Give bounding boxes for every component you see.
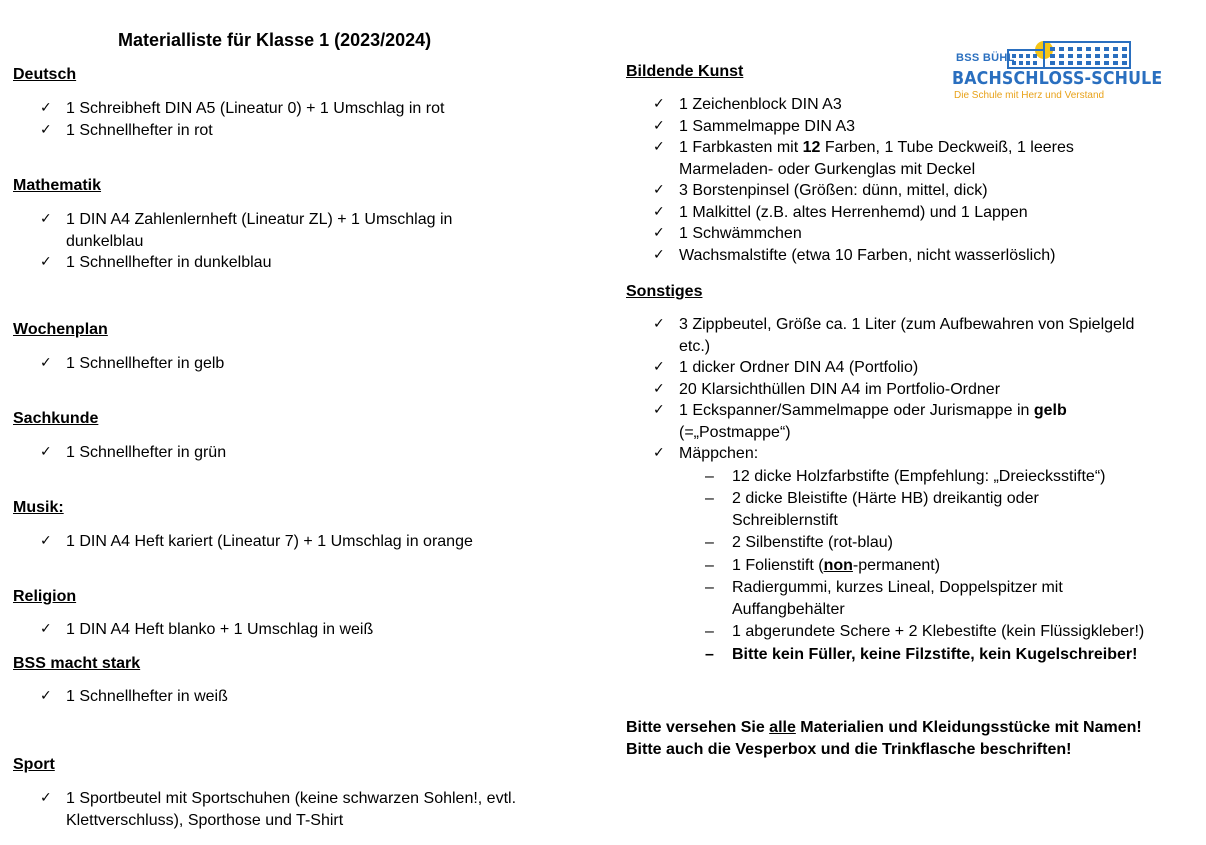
sub-list-item: – 2 dicke Bleistifte (Härte HB) dreikantig oder Schreiblernstift: [679, 488, 1052, 531]
sub-list-item: – Radiergummi, kurzes Lineal, Doppelspitzer mit Auffangbehälter: [679, 577, 1092, 620]
school-building-icon: [1004, 38, 1132, 70]
item-bold-text: 12: [802, 139, 821, 156]
list-sonstiges: [653, 314, 1193, 665]
list-religion: [40, 619, 560, 641]
list-item: ✓ 1 Sportbeutel mit Sportschuhen (keine schwarzen Sohlen!, evtl. Klettverschluss), Sporthose und T-Shirt: [40, 788, 580, 831]
item-text: Mäppchen:: [679, 445, 759, 462]
list-item: ✓ 1 Malkittel (z.B. altes Herrenhemd) und 1 Lappen: [653, 202, 1123, 224]
list-item: ✓ 1 Schnellhefter in gelb: [40, 353, 540, 375]
item-text: 1 Folienstift (: [732, 556, 824, 574]
list-item: [653, 137, 1123, 180]
sub-list-item: – Bitte kein Füller, keine Filzstifte, kein Kugelschreiber!: [679, 644, 1169, 666]
sub-list-item: – 2 Silbenstifte (rot-blau): [679, 532, 1169, 554]
logo-line-2: BACHSCHLOSS-SCHULE: [952, 68, 1163, 89]
sub-list-item: – 1 abgerundete Schere + 2 Klebestifte (kein Flüssigkleber!): [679, 621, 1169, 643]
heading-sport: Sport: [13, 756, 55, 773]
sub-list-item: – 12 dicke Holzfarbstifte (Empfehlung: „Dreiecksstifte“): [679, 466, 1169, 488]
item-bold-text: non: [823, 556, 853, 574]
note-text: Materialien und Kleidungsstücke mit Namen! Bitte auch die Vesperbox und die Trinkflasche beschriften!: [626, 719, 1142, 758]
list-item: ✓ 1 DIN A4 Heft kariert (Lineatur 7) + 1 Umschlag in orange: [40, 531, 560, 553]
list-kunst: [653, 94, 1123, 266]
heading-bildende-kunst: Bildende Kunst: [626, 63, 744, 80]
item-text: 1 Eckspanner/Sammelmappe oder Jurismappe in: [679, 402, 1034, 419]
item-bold-text: gelb: [1033, 402, 1067, 419]
list-item: [653, 443, 1193, 665]
list-item: ✓ 1 Zeichenblock DIN A3: [653, 94, 1123, 116]
list-bss: [40, 686, 560, 708]
list-item: ✓ 1 Schnellhefter in dunkelblau: [40, 252, 510, 274]
list-sachkunde: [40, 442, 540, 464]
list-item: ✓ 20 Klarsichthüllen DIN A4 im Portfolio-Ordner: [653, 379, 1193, 401]
list-mathematik: [40, 209, 510, 274]
list-item: ✓ 1 DIN A4 Heft blanko + 1 Umschlag in weiß: [40, 619, 560, 641]
list-item: ✓ Wachsmalstifte (etwa 10 Farben, nicht wasserlöslich): [653, 245, 1123, 267]
closing-note: [626, 717, 1146, 761]
list-musik: [40, 531, 560, 553]
item-text: 1 Farbkasten mit: [679, 139, 803, 156]
heading-deutsch: Deutsch: [13, 66, 77, 83]
list-wochenplan: [40, 353, 540, 375]
list-item: ✓ 3 Borstenpinsel (Größen: dünn, mittel, dick): [653, 180, 1123, 202]
list-item: ✓ 1 Schnellhefter in grün: [40, 442, 540, 464]
sub-list-item: [679, 555, 1169, 577]
list-item: ✓ 1 DIN A4 Zahlenlernheft (Lineatur ZL) + 1 Umschlag in dunkelblau: [40, 209, 510, 252]
heading-musik: Musik:: [13, 499, 64, 516]
note-text: Bitte versehen Sie: [626, 719, 770, 736]
list-sport: [40, 788, 580, 831]
heading-mathematik: Mathematik: [13, 177, 102, 194]
list-item: ✓ 1 dicker Ordner DIN A4 (Portfolio): [653, 357, 1193, 379]
list-item: ✓ 1 Sammelmappe DIN A3: [653, 116, 1123, 138]
list-item: ✓ 1 Schwämmchen: [653, 223, 1123, 245]
list-item: ✓ 1 Schreibheft DIN A5 (Lineatur 0) + 1 Umschlag in rot: [40, 98, 540, 120]
note-emphasis: alle: [769, 719, 796, 736]
page-title: Materialliste für Klasse 1 (2023/2024): [118, 30, 432, 50]
list-item: ✓ 1 Schnellhefter in weiß: [40, 686, 560, 708]
list-item: ✓ 3 Zippbeutel, Größe ca. 1 Liter (zum Aufbewahren von Spielgeld etc.): [653, 314, 1169, 357]
list-item: ✓ 1 Schnellhefter in rot: [40, 120, 540, 142]
heading-sonstiges: Sonstiges: [626, 283, 703, 300]
heading-bss-macht-stark: BSS macht stark: [13, 655, 141, 672]
sub-list-maeppchen: [679, 466, 1169, 666]
heading-sachkunde: Sachkunde: [13, 410, 99, 427]
list-item: [653, 400, 1109, 443]
item-text: Farben, 1 Tube Deckweiß, 1 leeres Marmeladen- oder Gurkenglas mit Deckel: [679, 139, 1074, 178]
item-text: (=„Postmappe“): [679, 423, 791, 441]
heading-wochenplan: Wochenplan: [13, 321, 108, 338]
logo-line-1: BSS BÜHL: [956, 52, 1015, 64]
item-text: -permanent): [852, 556, 941, 574]
list-deutsch: [40, 98, 540, 141]
logo-tagline: Die Schule mit Herz und Verstand: [954, 90, 1105, 101]
heading-religion: Religion: [13, 588, 77, 605]
